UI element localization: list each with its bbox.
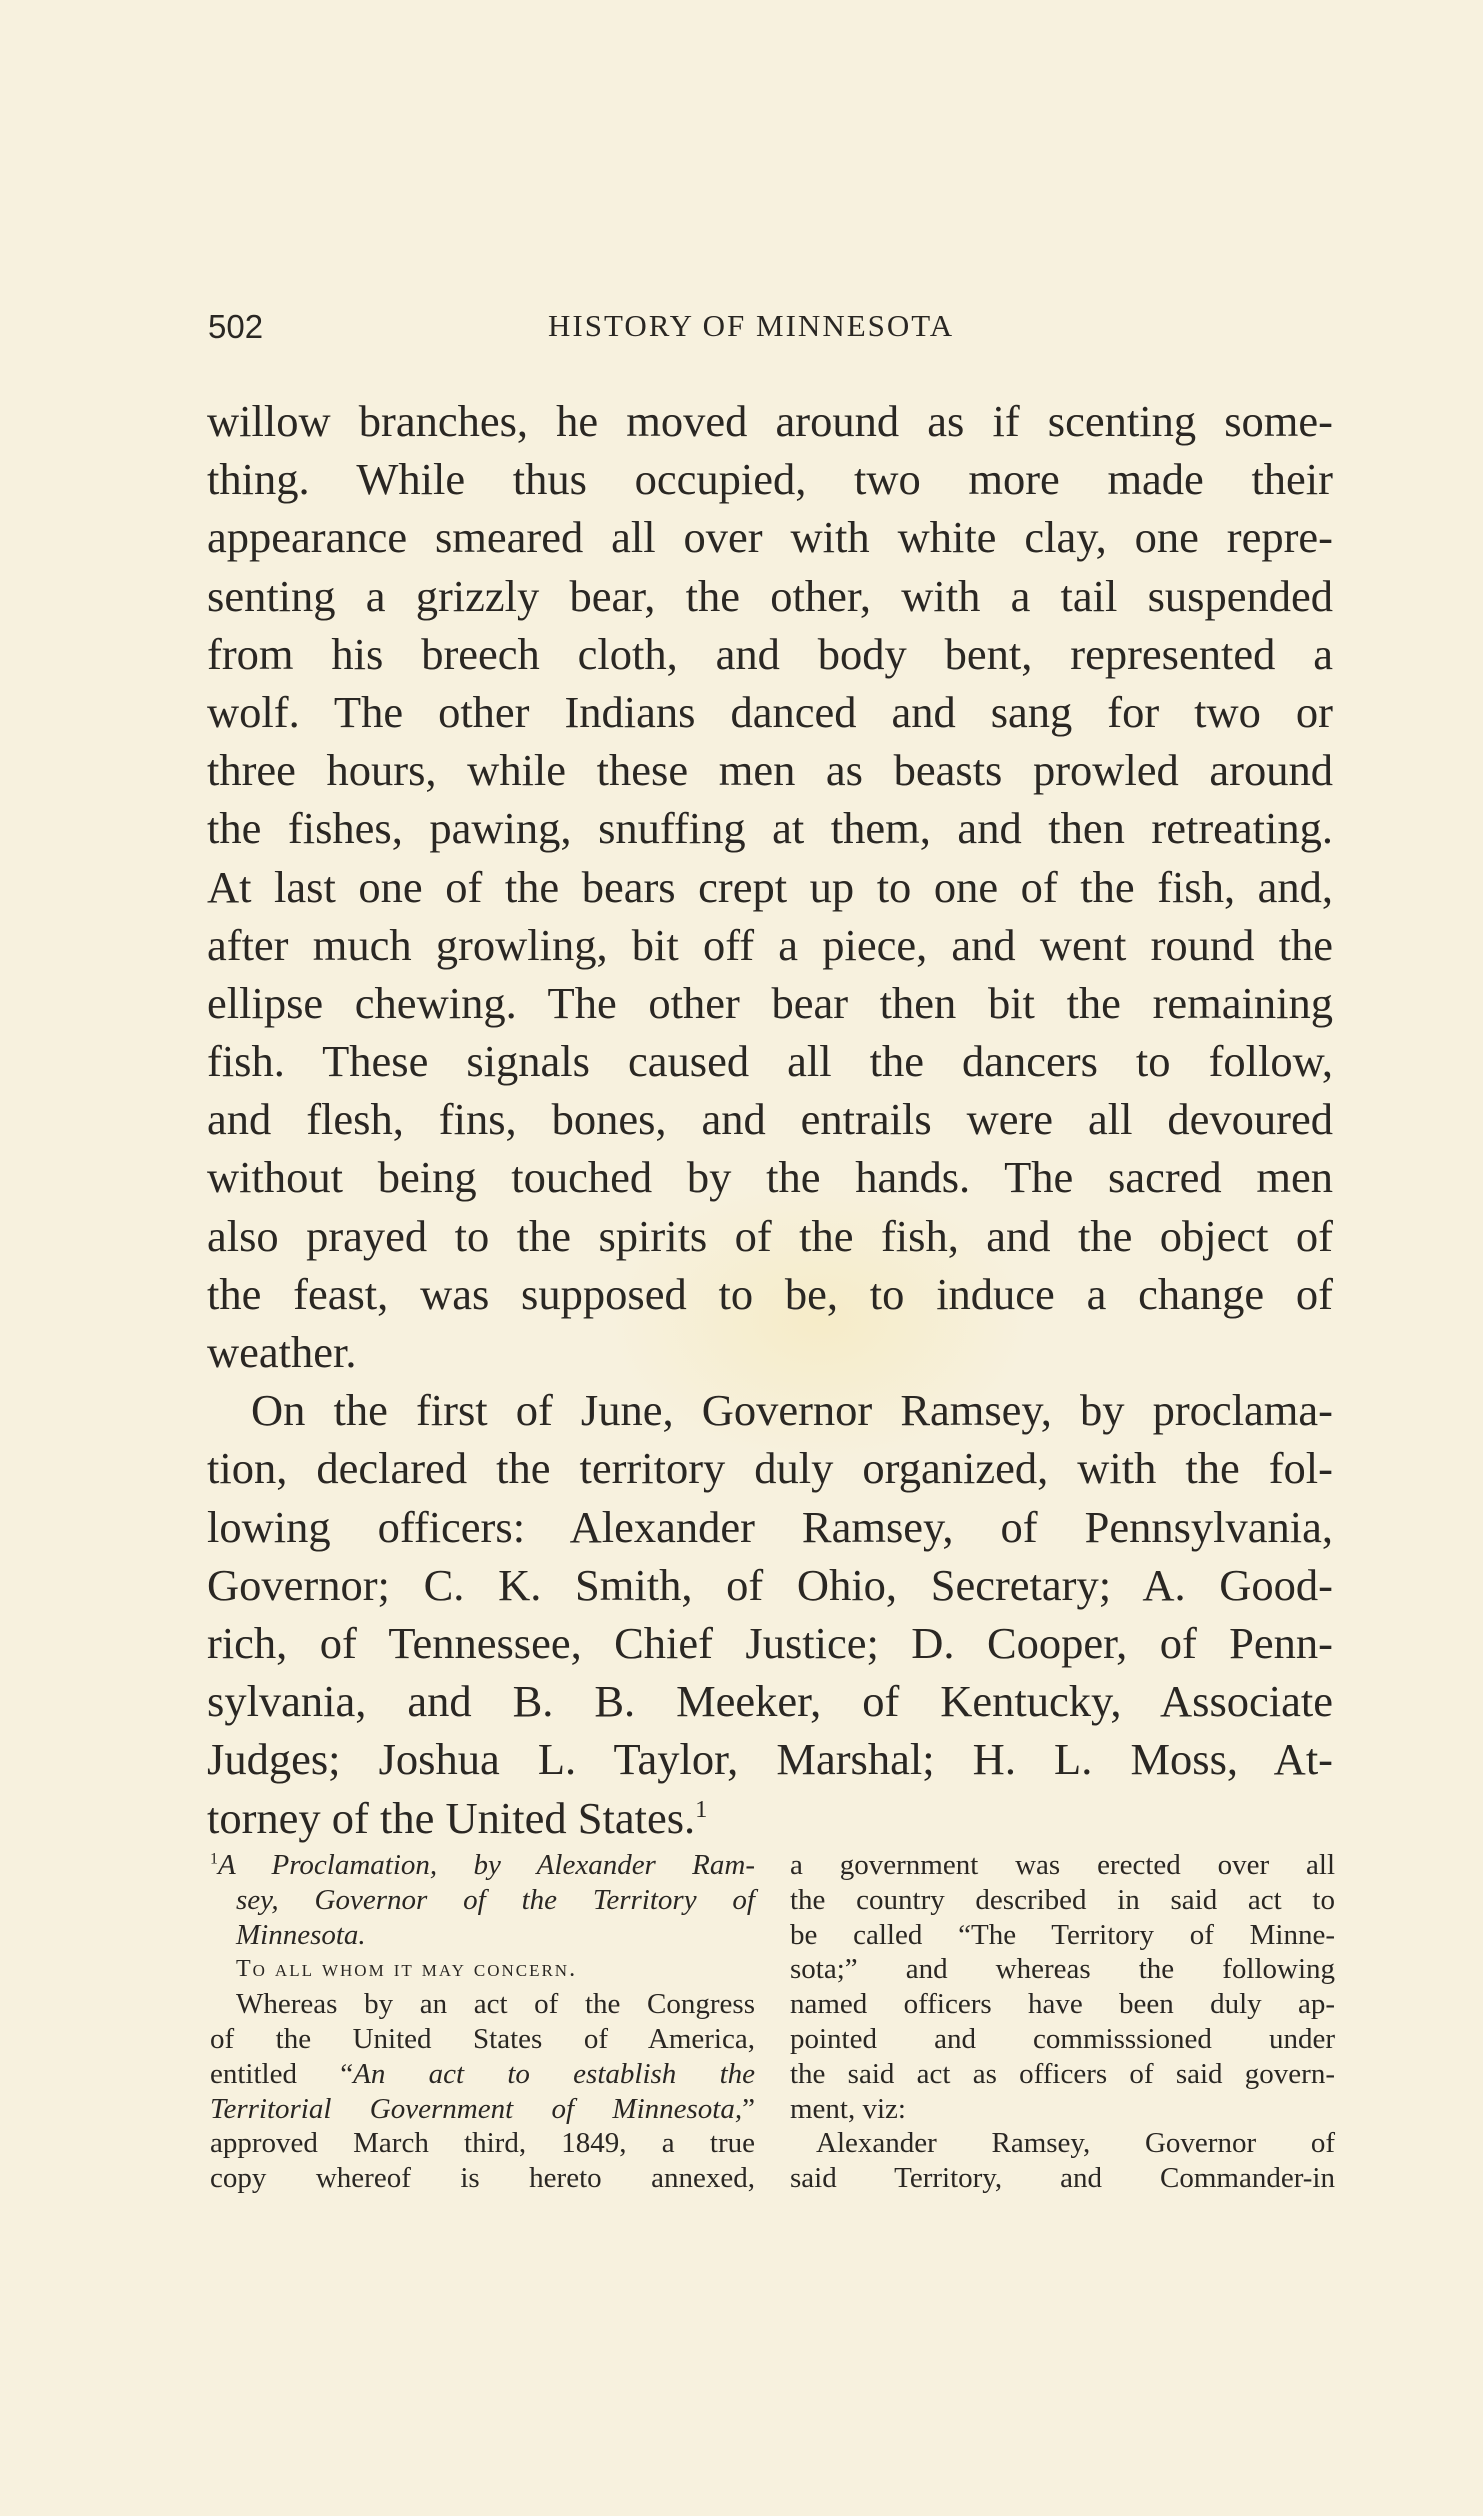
text-line: rich, of Tennessee, Chief Justice; D. Cooper, of Penn-: [207, 1617, 1333, 1668]
footnote-act-title: Territorial Government of Minnesota,: [210, 2092, 743, 2125]
running-title: HISTORY OF MINNESOTA: [548, 308, 955, 343]
text-line: ellipse chewing. The other bear then bit the remaining: [207, 977, 1333, 1028]
footnote-text-line: ment, viz:: [790, 2092, 906, 2125]
text-line: wolf. The other Indians danced and sang for two or: [207, 686, 1333, 737]
text-line: tion, declared the territory duly organized, with the fol-: [207, 1443, 1333, 1494]
footnote-text-line: Whereas by an act of the Congress: [236, 1988, 755, 2021]
page-number: 502: [208, 308, 264, 345]
text-line: and flesh, fins, bones, and entrails were all devoured: [207, 1094, 1333, 1145]
footnote-text-prefix: entitled “: [210, 2057, 354, 2090]
footnote-act-title: An act to establish the: [353, 2057, 755, 2090]
footnote-right-column: [790, 1848, 1335, 2196]
footnote-marker: 1: [210, 1850, 218, 1868]
text-line-content: torney of the United States.: [207, 1792, 696, 1843]
text-line: lowing officers: Alexander Ramsey, of Pennsylvania,: [207, 1501, 1333, 1552]
text-line: On the first of June, Governor Ramsey, by proclama-: [251, 1385, 1333, 1436]
footnote-reference[interactable]: 1: [695, 1795, 708, 1823]
text-line: Judges; Joshua L. Taylor, Marshal; H. L. Moss, At-: [207, 1734, 1333, 1785]
footnote-text-line: copy whereof is hereto annexed,: [210, 2162, 755, 2195]
paragraph-2: [207, 1381, 1333, 1847]
text-line: [207, 1789, 1333, 1847]
running-header: [208, 308, 972, 348]
text-line: senting a grizzly bear, the other, with a tail suspended: [207, 570, 1333, 621]
footnote-left-column: [210, 1848, 755, 2196]
footnote-text-line: be called “The Territory of Minne-: [790, 1918, 1335, 1951]
footnote-text-line: approved March third, 1849, a true: [210, 2127, 755, 2160]
footnote-title-line: Minnesota.: [236, 1918, 366, 1951]
footnote-quote-close: ”: [742, 2092, 755, 2125]
text-line: thing. While thus occupied, two more made their: [207, 454, 1333, 505]
footnote-text-line: of the United States of America,: [210, 2022, 755, 2055]
footnote-title-line: sey, Governor of the Territory of: [236, 1883, 755, 1916]
footnote-text-line: pointed and commisssioned under: [790, 2022, 1335, 2055]
footnote-text-line: [210, 2092, 755, 2127]
text-line: three hours, while these men as beasts prowled around: [207, 745, 1333, 796]
footnote-text-line: Alexander Ramsey, Governor of: [816, 2127, 1335, 2160]
footnote-text-line: said Territory, and Commander-in: [790, 2162, 1335, 2195]
footnote-salutation: To all whom it may concern.: [236, 1956, 578, 1983]
footnote-text-line: named officers have been duly ap-: [790, 1988, 1335, 2021]
footnote-title-text: A Proclamation, by Alexander Ram-: [217, 1849, 755, 1881]
text-line: appearance smeared all over with white clay, one repre-: [207, 512, 1333, 563]
text-line: fish. These signals caused all the dancers to follow,: [207, 1036, 1333, 1087]
text-line: Governor; C. K. Smith, of Ohio, Secretary; A. Good-: [207, 1559, 1333, 1610]
text-line: also prayed to the spirits of the fish, and the object of: [207, 1210, 1333, 1261]
footnote-text-line: a government was erected over all: [790, 1849, 1335, 1881]
footnote-text-line: the country described in said act to: [790, 1883, 1335, 1916]
paragraph-1: [207, 392, 1333, 1381]
footnote-text-line: the said act as officers of said govern-: [790, 2057, 1335, 2090]
footnote-title-line: [210, 1848, 755, 1883]
text-line: after much growling, bit off a piece, and went round the: [207, 919, 1333, 970]
text-line: the fishes, pawing, snuffing at them, and then retreating.: [207, 803, 1333, 854]
text-line: without being touched by the hands. The sacred men: [207, 1152, 1333, 1203]
text-line: from his breech cloth, and body bent, represented a: [207, 628, 1333, 679]
text-line: the feast, was supposed to be, to induce a change of: [207, 1268, 1333, 1319]
footnote-block: [210, 1848, 1334, 2268]
footnote-text-line: [210, 2057, 755, 2092]
text-line: sylvania, and B. B. Meeker, of Kentucky, Associate: [207, 1676, 1333, 1727]
text-line: weather.: [207, 1327, 357, 1377]
footnote-text-line: sota;” and whereas the following: [790, 1953, 1335, 1986]
main-text: [207, 392, 1333, 1847]
text-line: willow branches, he moved around as if scenting some-: [207, 396, 1333, 446]
text-line: At last one of the bears crept up to one of the fish, and,: [207, 861, 1333, 912]
